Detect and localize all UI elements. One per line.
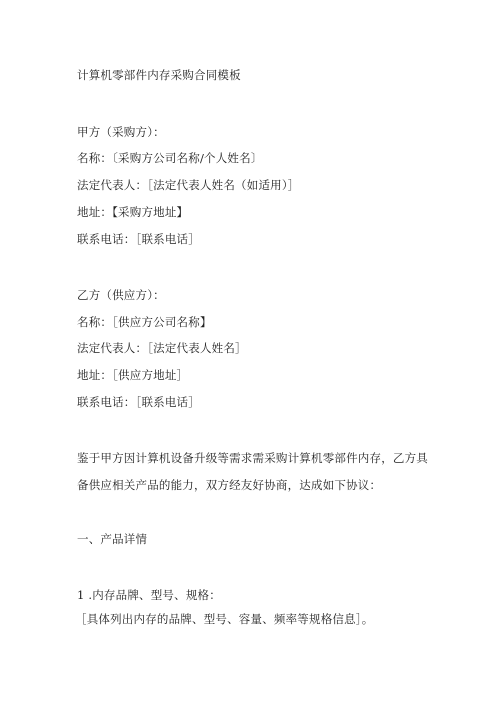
party-a-legal-rep: 法定代表人：［法定代表人姓名（如适用）］ <box>77 178 300 192</box>
section-heading-product-details: 一、产品详情 <box>77 532 148 546</box>
party-a-name: 名称：〔采购方公司名称/个人姓名〕 <box>77 151 263 165</box>
item-1-label: 1 .内存品牌、型号、规格： <box>77 588 221 602</box>
intro-paragraph-line-2: 备供应相关产品的能力，双方经友好协商，达成如下协议： <box>77 478 382 492</box>
item-1-text: ［具体列出内存的品牌、型号、容量、频率等规格信息］。 <box>75 612 374 626</box>
party-a-address: 地址：【采购方地址】 <box>77 205 189 219</box>
party-a-phone: 联系电话：［联系电话］ <box>77 232 200 246</box>
party-b-legal-rep: 法定代表人：［法定代表人姓名］ <box>77 341 247 355</box>
document-title: 计算机零部件内存采购合同模板 <box>77 68 241 82</box>
party-b-phone: 联系电话：［联系电话］ <box>77 395 200 409</box>
party-b-heading: 乙方（供应方）： <box>77 288 165 302</box>
party-b-address: 地址：［供应方地址］ <box>77 368 189 382</box>
party-a-heading: 甲方（采购方）： <box>77 125 165 139</box>
party-b-name: 名称：［供应方公司名称】 <box>77 315 212 329</box>
intro-paragraph-line-1: 鉴于甲方因计算机设备升级等需求需采购计算机零部件内存，乙方具 <box>77 451 428 465</box>
